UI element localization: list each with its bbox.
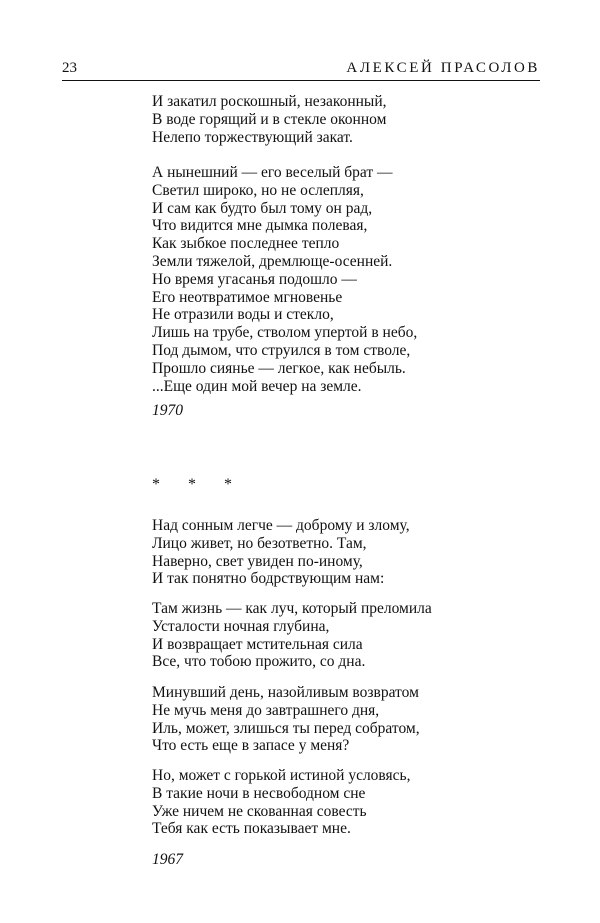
running-head: АЛЕКСЕЙ ПРАСОЛОВ (346, 60, 540, 76)
verse-line: Но, может с горькой истиной условясь, (152, 767, 411, 784)
poem2-asterism: * * * (152, 476, 244, 493)
poem2-stanza-3 (152, 684, 552, 755)
verse-line: Не мучь меня до завтрашнего дня, (152, 701, 380, 719)
verse-line: Его неотвратимое мгновенье (152, 288, 343, 306)
poem2-date: 1967 (152, 851, 183, 868)
verse-line: Что есть еще в запасе у меня? (152, 737, 350, 755)
verse-line: Что видится мне дымка полевая, (152, 217, 368, 235)
verse-line: И так понятно бодрствующим нам: (152, 570, 385, 588)
verse-line: Над сонным легче — доброму и злому, (152, 517, 410, 534)
verse-line: Как зыбкое последнее тепло (152, 235, 340, 253)
verse-line: Тебя как есть показывает мне. (152, 820, 351, 838)
verse-line: Лицо живет, но безответно. Там, (152, 534, 367, 552)
header-rule (62, 80, 540, 81)
poem1-stanza-1 (152, 93, 552, 146)
verse-line: Прошло сиянье — легкое, как небыль. (152, 359, 406, 377)
verse-line: Под дымом, что струился в том стволе, (152, 341, 411, 359)
poem1-stanza-2 (152, 164, 552, 395)
verse-line: ...Еще один мой вечер на земле. (152, 377, 362, 395)
verse-line: Все, что тобою прожито, со дна. (152, 653, 366, 671)
poem1-date: 1970 (152, 402, 183, 419)
verse-line: Иль, может, злишься ты перед собратом, (152, 719, 420, 737)
verse-line: Лишь на трубе, стволом упертой в небо, (152, 324, 418, 342)
verse-line: И возвращает мстительная сила (152, 635, 363, 653)
verse-line: Не отразили воды и стекло, (152, 306, 334, 324)
verse-line: Минувший день, назойливым возвратом (152, 684, 419, 701)
poem2-stanza-4 (152, 767, 552, 838)
verse-line: Усталости ночная глубина, (152, 617, 330, 635)
poem2-stanza-1 (152, 517, 552, 588)
verse-line: Нелепо торжествующий закат. (152, 128, 353, 146)
verse-line: В воде горящий и в стекле оконном (152, 110, 387, 128)
poem2-stanza-2 (152, 600, 552, 671)
verse-line: Уже ничем не скованная совесть (152, 802, 367, 820)
verse-line: Наверно, свет увиден по-иному, (152, 552, 363, 570)
verse-line: И сам как будто был тому он рад, (152, 199, 373, 217)
verse-line: Но время угасанья подошло — (152, 270, 357, 288)
page-number: 23 (62, 60, 77, 76)
verse-line: Земли тяжелой, дремлюще-осенней. (152, 252, 393, 270)
verse-line: Светил широко, но не ослепляя, (152, 181, 364, 199)
verse-line: А нынешний — его веселый брат — (152, 164, 393, 181)
page-header (62, 58, 540, 78)
verse-line: В такие ночи в несвободном сне (152, 784, 366, 802)
verse-line: И закатил роскошный, незаконный, (152, 93, 387, 110)
verse-line: Там жизнь — как луч, который преломила (152, 600, 432, 617)
